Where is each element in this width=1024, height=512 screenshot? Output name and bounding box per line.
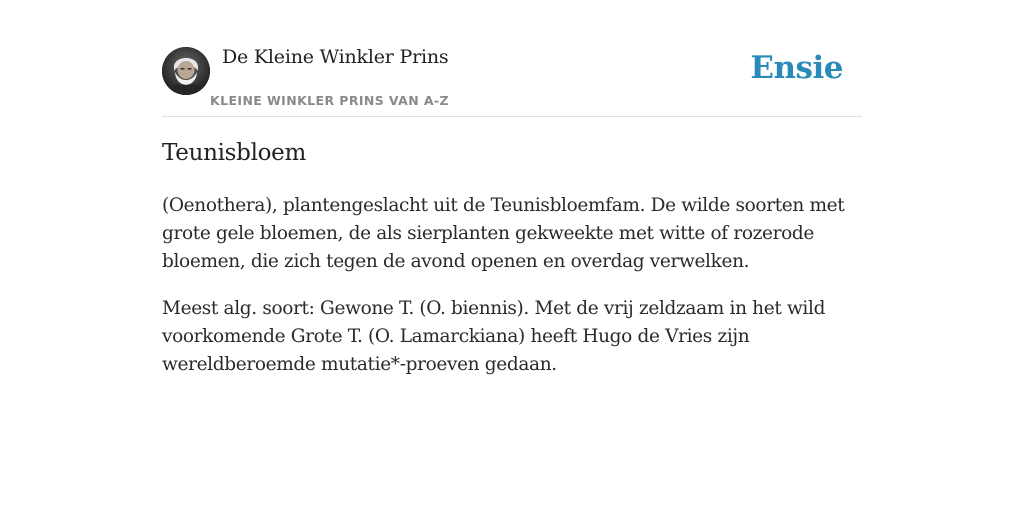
article-paragraph: Meest alg. soort: Gewone T. (O. biennis). Met de vrij zeldzaam in het wild voorkomende Grote T. (O. Lamarckiana) heeft Hugo de Vries zijn wereldberoemde mutatie*-proeven gedaan. <box>162 298 826 375</box>
article-title: Teunisbloem <box>162 140 306 166</box>
author-avatar[interactable] <box>162 47 210 95</box>
brand-logo[interactable]: Ensie <box>750 50 843 86</box>
header <box>162 40 862 117</box>
author-name[interactable]: De Kleine Winkler Prins <box>222 46 449 68</box>
article-paragraph: (Oenothera), plantengeslacht uit de Teunisbloemfam. De wilde soorten met grote gele bloemen, de als sierplanten gekweekte met witte of rozerode bloemen, die zich tegen de avond openen en overdag verwelken. <box>162 195 845 272</box>
bearded-man-portrait-icon <box>162 47 210 95</box>
collection-label[interactable]: KLEINE WINKLER PRINS VAN A-Z <box>210 93 449 108</box>
article-body <box>162 192 867 398</box>
